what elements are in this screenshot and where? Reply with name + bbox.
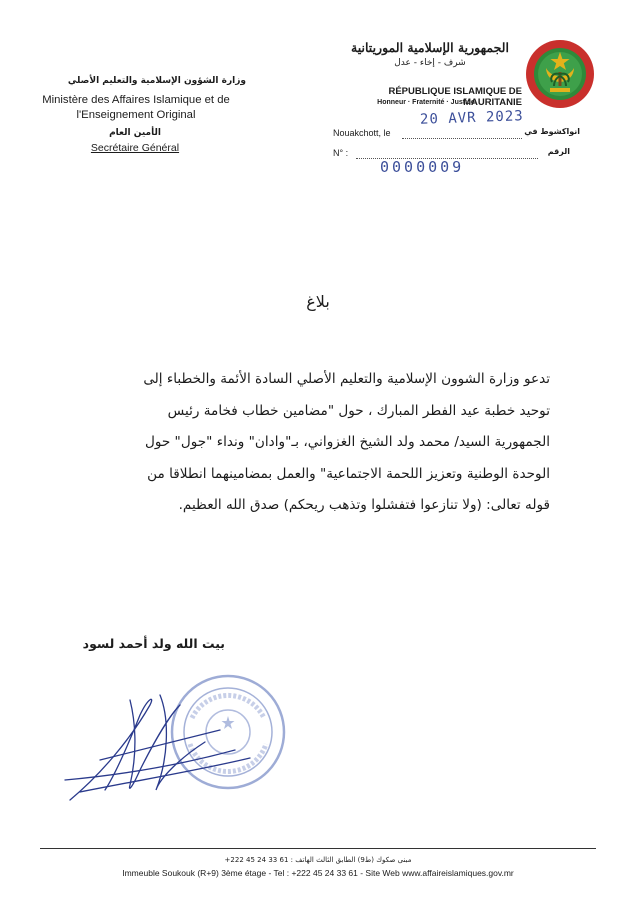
ministry-arabic-name: وزارة الشؤون الإسلامية والتعليم الأصلي <box>67 76 246 86</box>
date-arabic-label: انواكشوط في <box>524 127 580 136</box>
body-line-2: توحيد خطبة عيد الفطر المبارك ، حول "مضامين خطاب فخامة رئيس <box>167 402 550 419</box>
document-body <box>72 364 550 522</box>
national-seal-icon <box>524 38 596 110</box>
republic-french-motto: Honneur · Fraternité · Justice <box>377 99 475 106</box>
number-french-label: N° : <box>333 148 349 158</box>
republic-french-title: RÉPUBLIQUE ISLAMIQUE DE MAURITANIE <box>388 86 522 108</box>
signer-name: بيت الله ولد أحمد لسود <box>82 636 225 651</box>
number-arabic-label: الرقم <box>547 147 570 156</box>
footer-arabic: مبنى صكوك (ط9) الطابق الثالث الهاتف : 61 33 24 45 222+ <box>224 856 412 864</box>
body-line-1: تدعو وزارة الشوون الإسلامية والتعليم الأصلي السادة الأئمة والخطباء إلى <box>143 371 550 387</box>
secretary-arabic: الأمين العام <box>109 128 161 138</box>
date-stamp: 20 AVR 2023 <box>419 108 524 128</box>
handwritten-signature <box>60 680 260 810</box>
ministry-french-line1: Ministère des Affaires Islamique et de <box>42 94 230 106</box>
document-title: بلاغ <box>306 292 330 311</box>
republic-arabic-motto: شرف - إخاء - عدل <box>394 58 466 68</box>
body-line-3: الجمهورية السيد/ محمد ولد الشيخ الغزواني، بـ"وادان" ونداء "جول" حول <box>144 434 550 450</box>
ministry-french-name <box>20 93 252 123</box>
body-line-5: قوله تعالى: (ولا تنازعوا فتفشلوا وتذهب ريحكم) صدق الله العظيم. <box>178 497 550 513</box>
republic-arabic-title: الجمهورية الإسلامية الموريتانية <box>351 40 509 55</box>
number-stamp: 0000009 <box>380 158 465 176</box>
body-line-4: الوحدة الوطنية وتعزيز اللحمة الاجتماعية" والعمل بمضامينهما انطلاقا من <box>147 465 550 482</box>
secretary-french: Secrétaire Général <box>90 142 180 154</box>
footer-rule <box>40 848 596 849</box>
date-french-label: Nouakchott, le <box>333 128 391 138</box>
date-dotted-line <box>402 138 522 139</box>
ministry-french-line2: l'Enseignement Original <box>76 109 196 121</box>
footer-french: Immeuble Soukouk (R+9) 3ème étage - Tel : +222 45 24 33 61 - Site Web www.affaireislamiques.gov.mr <box>122 868 514 878</box>
